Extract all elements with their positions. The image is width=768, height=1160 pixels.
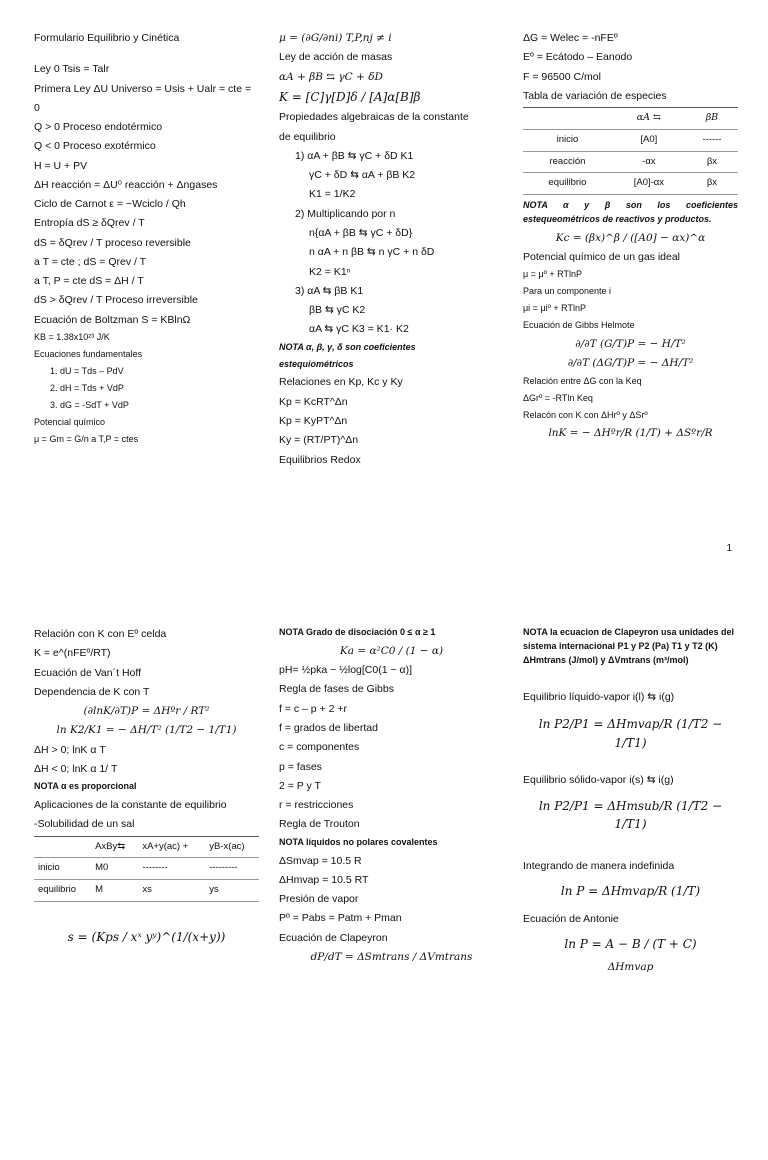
formula-line: f = grados de libertad [279,722,378,734]
formula-line: Kc = (βx)^β / ([A0] − αx)^α [555,231,706,244]
formula-line: p = fases [279,760,322,773]
table-row [523,129,738,151]
table-row [34,836,259,858]
formula-line: Kp = KyPT^Δn [279,414,348,427]
formula-line: n{αA + βB ⇆ γC + δD} [309,226,413,239]
table-cell: equilibrio [34,880,91,902]
formula-line: K2 = K1ⁿ [309,265,351,278]
table-cell: inicio [34,858,91,880]
formula-line: μ = μº + RTlnP [523,269,583,280]
section-heading: Regla de Trouton [279,818,360,831]
formula-line: ΔSmvap = 10.5 R [279,854,362,867]
formula-line: ln P = A − B / (T + C) [564,936,697,951]
note: NOTA α, β, γ, δ son coeficientes [279,341,416,352]
table-cell: ys [205,880,259,902]
formula-line: Q > 0 Proceso endotérmico [34,121,163,134]
table-cell: -------- [138,858,205,880]
section-heading: Equilibrios Redox [279,453,361,466]
formula-line: ∂/∂T (G/T)P = − H/T² [575,338,686,351]
section-heading: Ecuación de Antonie [523,912,619,925]
formula-line: H = U + PV [34,159,88,172]
table-cell: αA ⇆ [612,108,686,130]
formula-line: n αA + n βB ⇆ n γC + n δD [309,246,435,259]
table-cell: xA+y(ac) + [138,836,205,858]
list-item: 2) Multiplicando por n [295,207,396,220]
formula-line: c = componentes [279,741,360,754]
formula-line: Kp = KcRT^Δn [279,395,348,408]
formula-line: (∂lnK/∂T)P = ΔHºr / RT² [83,705,210,718]
formula-line: ΔGrº = -RTln Keq [523,392,593,403]
section-heading: Presión de vapor [279,893,359,906]
formula-line: pH= ½pka − ½log[C0(1 − α)] [279,664,413,677]
column-2 [279,626,504,968]
section-heading: Regla de fases de Gibbs [279,683,394,696]
table-cell: --------- [205,858,259,880]
formula-line: K = [C]γ[D]δ / [A]α[B]β [279,89,421,104]
section-heading: Ecuación de Clapeyron [279,931,388,944]
section-heading: Ley de acción de masas [279,51,393,64]
formula-line: s = (Kps / xˣ yʸ)^(1/(x+y)) [67,929,226,944]
formula-line: γC + δD ⇆ αA + βB K2 [309,169,416,182]
table-row [34,880,259,902]
formula-line: dS > δQrev / T Proceso irreversible [34,294,198,307]
formula-line: ΔHmvap [607,961,654,974]
formula-line: F = 96500 C/mol [523,70,601,83]
section-heading: Relacón con K con ΔHrº y ΔSrº [523,409,648,420]
formula-line: lnK = − ΔHºr/R (1/T) + ΔSºr/R [548,427,713,440]
formula-line: r = restricciones [279,799,354,812]
formula-line: ΔG = Welec = -nFEº [523,32,618,44]
section-heading: Propiedades algebraicas de la constante [279,111,469,124]
section-heading: Dependencia de K con T [34,685,150,698]
formula-line: Pº = Pabs = Patm + Pman [279,912,402,925]
section-heading: Aplicaciones de la constante de equilibrio [34,799,227,812]
document-page-2 [0,600,768,1160]
table-cell: βB [686,108,738,130]
column-3 [523,626,738,979]
formula-line: KB = 1.38x10²³ J/K [34,331,110,342]
table-row [34,858,259,880]
table-cell: equilibrio [523,173,612,195]
table-cell: ------ [686,129,738,151]
list-item: 1. dU = Tds – PdV [50,365,124,376]
section-heading: Ecuaciones fundamentales [34,348,143,359]
table-cell [34,836,91,858]
formula-line: 0 [34,101,40,114]
list-item: 2. dH = Tds + VdP [50,382,124,393]
formula-line: K1 = 1/K2 [309,188,356,201]
formula-line: ln P = ΔHmvap/R (1/T) [560,883,701,898]
table-cell: AxBy⇆ [91,836,138,858]
formula-line: f = c – p + 2 +r [279,702,347,715]
formula-line: Entropía dS ≥ δQrev / T [34,217,145,230]
section-heading: de equilibrio [279,130,336,143]
formula-line: ∂/∂T (ΔG/T)P = − ΔH/T² [567,357,694,370]
table-cell: yB-x(ac) [205,836,259,858]
formula-line: Primera Ley ΔU Universo = Usis + Ualr = cte = [34,82,252,95]
note: estequiométricos [279,358,354,369]
formula-line: Ley 0 Tsis = Talr [34,63,110,76]
section-heading: Tabla de variación de especies [523,89,667,102]
formula-line: Eº = Ecátodo – Eanodo [523,51,633,64]
table-cell: xs [138,880,205,902]
formula-line: Ky = (RT/PT)^Δn [279,434,359,447]
section-heading: Relación entre ΔG con la Keq [523,375,642,386]
formula-line: ln K2/K1 = − ΔH/T² (1/T2 − 1/T1) [56,724,237,737]
formula-line: dP/dT = ΔSmtrans / ΔVmtrans [310,950,473,963]
formula-line: 2 = P y T [279,779,321,792]
section-heading: Relación con K con Eº celda [34,628,167,640]
formula-line: dS = δQrev / T proceso reversible [34,236,191,249]
section-heading: Integrando de manera indefinida [523,859,675,872]
formula-line: ln P2/P1 = ΔHmvap/R (1/T2 − 1/T1) [538,717,723,750]
formula-line: Ecuación de Boltzman S = KBlnΩ [34,313,191,326]
table-cell: [A0]-αx [612,173,686,195]
formula-line: μi = μiº + RTlnP [523,303,587,314]
note: NOTA líquidos no polares covalentes [279,836,438,847]
formula-line: μ = (∂G/∂ni) T,P,nj ≠ i [279,32,392,44]
table-cell: M [91,880,138,902]
section-heading: Equilibrio líquido-vapor i(l) ⇆ i(g) [523,690,675,703]
table-cell: [A0] [612,129,686,151]
formula-line: a T = cte ; dS = Qrev / T [34,255,147,268]
table-row [523,173,738,195]
document-page-1 [0,0,768,560]
formula-line: ΔH > 0; lnK α T [34,743,106,756]
formula-line: ΔHmvap = 10.5 RT [279,873,369,886]
formula-line: βB ⇆ γC K2 [309,304,366,317]
formula-line: Q < 0 Proceso exotérmico [34,140,156,153]
formula-line: μ = Gm = G/n a T,P = ctes [34,433,139,444]
species-table [523,107,738,195]
section-heading: Potencial químico [34,416,106,427]
table-row [523,151,738,173]
table-row [523,108,738,130]
table-cell: inicio [523,129,612,151]
table-cell [523,108,612,130]
section-heading: Ecuación de Gibbs Helmote [523,320,635,331]
formula-line: K = e^(nFEº/RT) [34,647,111,660]
table-cell: M0 [91,858,138,880]
page-number: 1 [726,543,732,554]
section-heading: -Solubilidad de un sal [34,818,135,831]
list-item: 3. dG = -SdT + VdP [50,399,129,410]
note: NOTA la ecuacion de Clapeyron usa unidades del sistema internacional P1 y P2 (Pa) T1 y T2 (K) ΔHmtrans (J/mol) y ΔVmtrans (m³/mol) [523,627,735,665]
column-2 [279,30,504,471]
section-heading: Relaciones en Kp, Kc y Ky [279,376,403,389]
column-1 [34,30,259,450]
formula-line: ΔH reacción = ΔU⁰ reacción + Δngases [34,178,218,191]
formula-line: Ka = α²C0 / (1 − α) [339,644,444,657]
formula-line: αA ⇆ γC K3 = K1· K2 [309,323,409,336]
note: NOTA α y β son los coeficientes estequeométricos de reactivos y productos. [523,199,738,224]
section-heading: Potencial químico de un gas ideal [523,251,681,264]
section-heading: Equilibrio sólido-vapor i(s) ⇆ i(g) [523,774,674,787]
list-item: 1) αA + βB ⇆ γC + δD K1 [295,149,414,162]
table-cell: -αx [612,151,686,173]
column-3 [523,30,738,445]
table-cell: reacción [523,151,612,173]
solubility-table [34,836,259,902]
column-1 [34,626,259,949]
formula-line: αA + βB ⇆ γC + δD [279,70,383,83]
table-cell: βx [686,151,738,173]
formula-line: a T, P = cte dS = ΔH / T [34,275,144,288]
list-item: 3) αA ⇆ βB K1 [295,284,364,297]
section-heading: Para un componente i [523,286,612,297]
note: NOTA α es proporcional [34,781,137,792]
formula-line: ln P2/P1 = ΔHmsub/R (1/T2 − 1/T1) [538,798,723,832]
formula-line: ΔH < 0; lnK α 1/ T [34,762,118,775]
section-heading: Ecuación de Van´t Hoff [34,666,142,679]
formula-line: Ciclo de Carnot ε = −Wciclo / Qh [34,198,186,211]
table-cell: βx [686,173,738,195]
note: NOTA Grado de disociación 0 ≤ α ≥ 1 [279,627,436,637]
document-title: Formulario Equilibrio y Cinética [34,32,180,44]
